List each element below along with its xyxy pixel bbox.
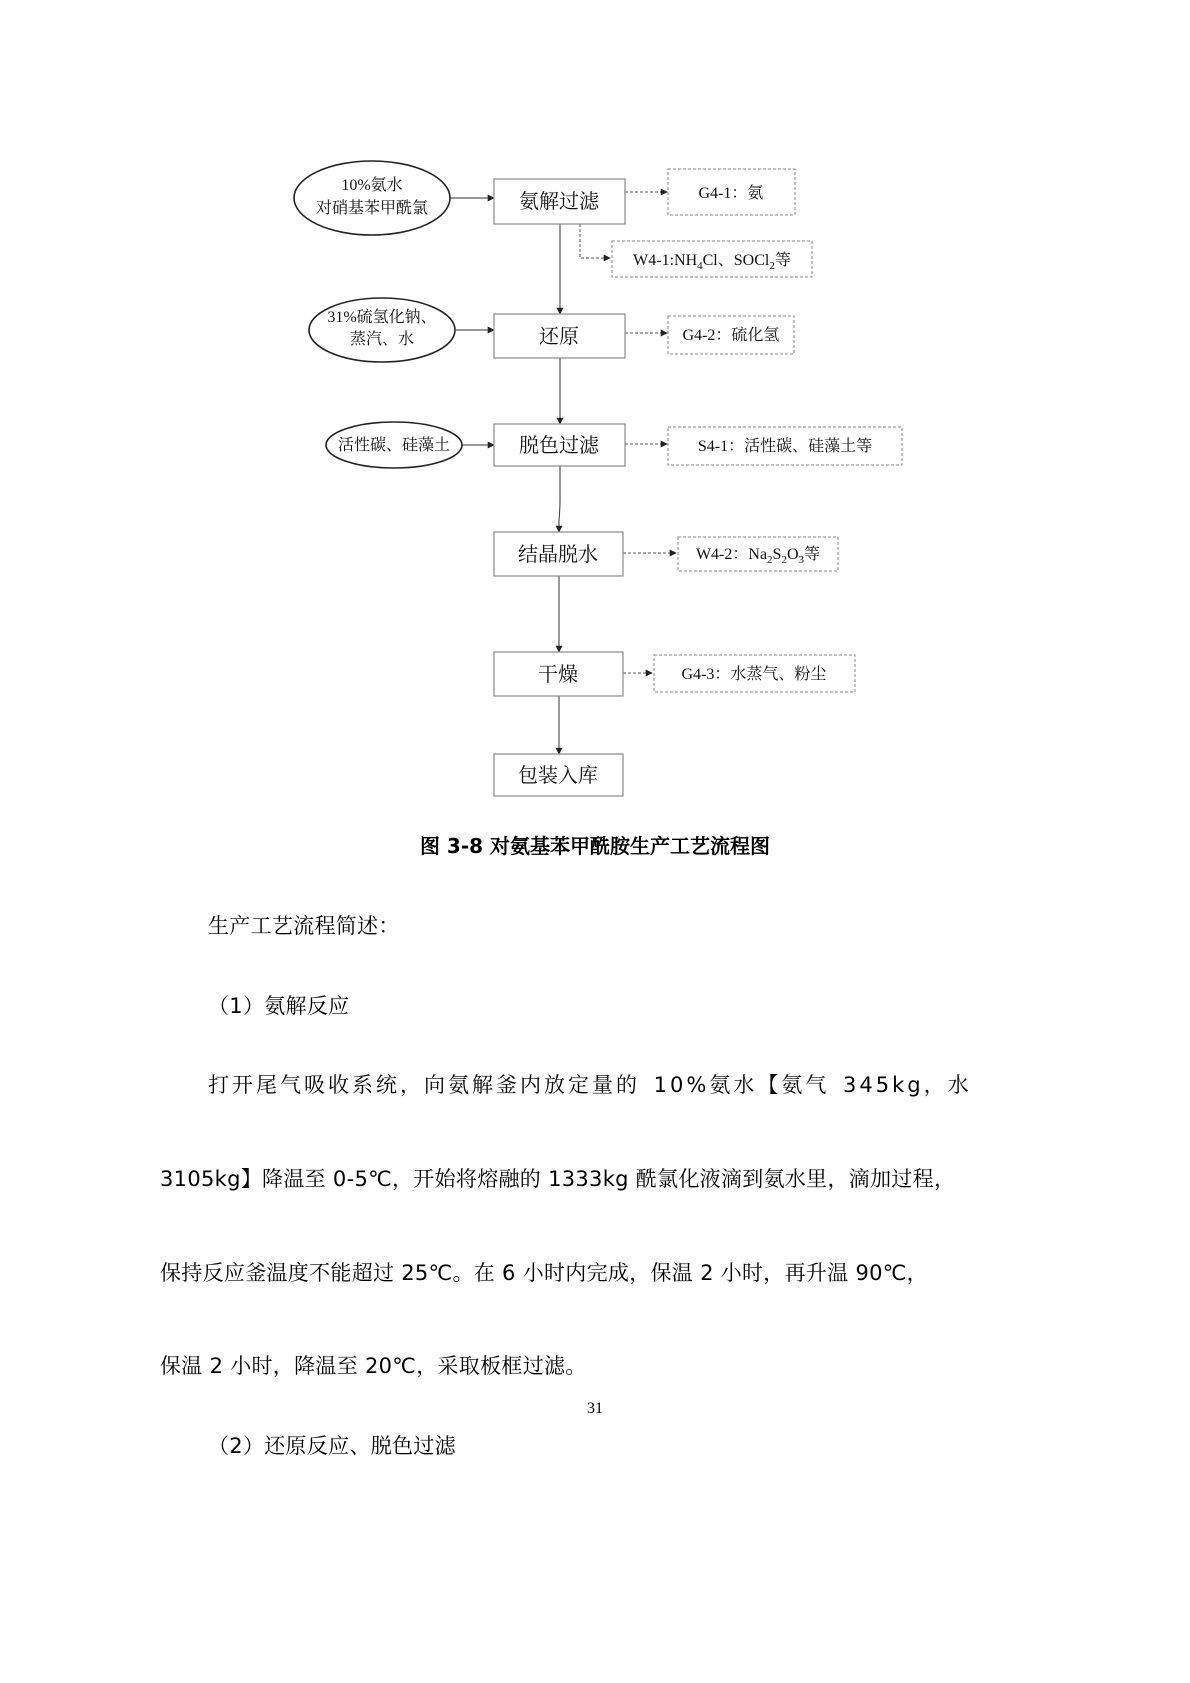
input-1-line1: 10%氨水: [341, 177, 403, 194]
intro-text: 生产工艺流程简述：: [208, 914, 400, 938]
paragraph-line-1: 打开尾气吸收系统，向氨解釜内放定量的 10%氨水【氨气 345kg，水: [208, 1073, 972, 1097]
input-ellipse-1: [294, 161, 450, 235]
process-flowchart: [0, 0, 1190, 820]
step-1-label: 氨解过滤: [519, 191, 599, 213]
paragraph-line-2: 3105kg】降温至 0-5℃，开始将熔融的 1333kg 酰氯化液滴到氨水里，滴加过程，: [160, 1167, 956, 1191]
output-w4-1-label: $W4-1:NH_4Cl$、SOCl$_2$等: [633, 252, 791, 272]
output-g4-2: [668, 316, 794, 354]
step-reduction: [494, 314, 625, 358]
input-2-line2: 蒸汽、水: [349, 331, 415, 348]
page-number: 31: [587, 1400, 603, 1417]
input-3-line1: 活性碳、硅藻土: [337, 437, 451, 454]
connector-step3-step4: [559, 466, 560, 532]
figure-caption: 图 3-8 对氨基苯甲酰胺生产工艺流程图: [419, 834, 771, 858]
step-5-label: 干燥: [538, 664, 578, 686]
section-1-title: （1）氨解反应: [208, 994, 350, 1018]
step-drying: [494, 652, 623, 696]
input-ellipse-3: [326, 422, 462, 468]
connector-w4-1: [580, 224, 610, 258]
output-g4-3-label: G4-3：水蒸气、粉尘: [681, 666, 827, 683]
step-3-label: 脱色过滤: [519, 435, 599, 457]
output-g4-1: [668, 169, 795, 215]
output-s4-1: [668, 427, 902, 465]
step-ammonolysis-filtration: [494, 179, 625, 224]
output-g4-2-label: G4-2：硫化氢: [682, 327, 780, 344]
input-1-line2: 对硝基苯甲酰氯: [315, 200, 429, 217]
input-ellipse-2: [309, 298, 455, 362]
section-2-title: （2）还原反应、脱色过滤: [208, 1434, 456, 1458]
output-w4-2: [678, 537, 838, 571]
paragraph-line-3: 保持反应釜温度不能超过 25℃。在 6 小时内完成，保温 2 小时，再升温 90℃，: [160, 1261, 928, 1285]
output-g4-1-label: G4-1：氨: [698, 185, 764, 202]
step-decolor-filtration: [494, 424, 625, 466]
output-s4-1-label: S4-1：活性碳、硅藻土等: [697, 438, 873, 455]
output-w4-1: [612, 241, 812, 277]
step-4-label: 结晶脱水: [518, 544, 598, 566]
step-packaging-storage: [494, 754, 623, 796]
input-2-line1: 31%硫氢化钠、: [327, 309, 437, 326]
step-2-label: 还原: [539, 326, 579, 348]
output-g4-3: [654, 655, 855, 692]
paragraph-line-4: 保温 2 小时，降温至 20℃，采取板框过滤。: [160, 1354, 587, 1378]
step-crystallize-dehydrate: [494, 532, 623, 576]
step-6-label: 包装入库: [518, 765, 598, 787]
output-w4-2-label: W4-2：$Na_2S_2O_3$等: [695, 546, 821, 566]
